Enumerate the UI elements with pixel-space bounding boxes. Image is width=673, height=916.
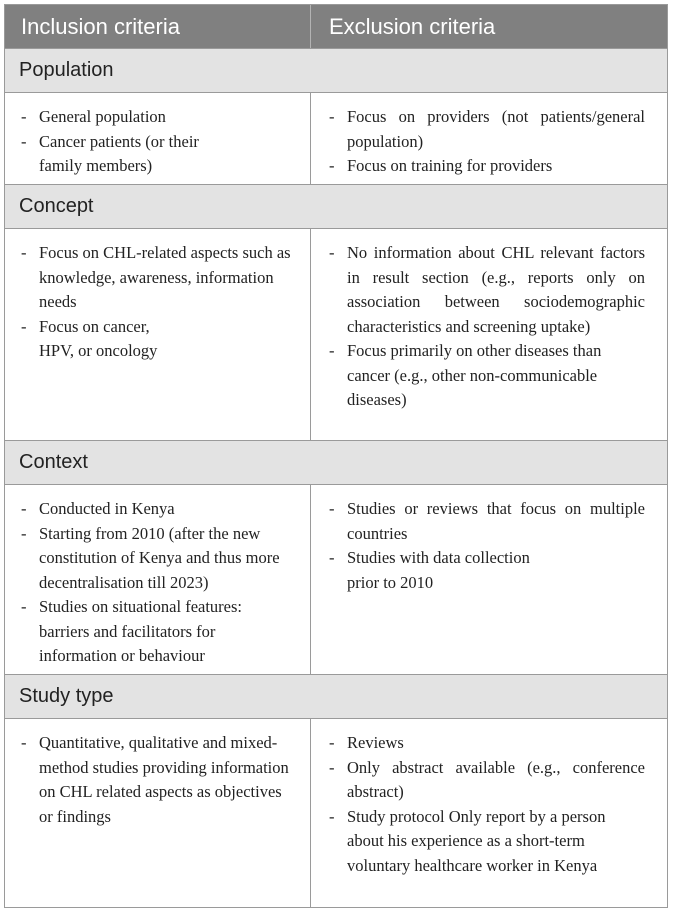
list-item: - Focus on CHL-related aspects such as knowledge, awareness, information needs: [19, 241, 294, 315]
list-item: - Focus on providers (not patients/general population): [327, 105, 645, 154]
inclusion-criteria-header: Inclusion criteria: [5, 5, 311, 48]
list-item: - Cancer patients (or their family members): [19, 130, 294, 179]
inclusion-cell: [5, 719, 311, 907]
list-item: - No information about CHL relevant factors in result section (e.g., reports only on association between sociodemographic characteristics and screening uptake): [327, 241, 645, 339]
inclusion-cell: [5, 485, 311, 674]
exclusion-cell: [311, 719, 667, 907]
exclusion-criteria-header: Exclusion criteria: [329, 13, 496, 39]
list-item: - Study protocol Only report by a person about his experience as a short-term voluntary healthcare worker in Kenya: [327, 805, 645, 879]
exclusion-cell: [311, 229, 667, 440]
exclusion-cell: [311, 93, 667, 184]
list-item: - Studies on situational features: barriers and facilitators for information or behaviour: [19, 595, 294, 669]
list-item: - Quantitative, qualitative and mixed-method studies providing information on CHL related aspects as objectives or findings: [19, 731, 294, 829]
exclusion-cell: [311, 485, 667, 674]
inclusion-cell: [5, 93, 311, 184]
table-row: [5, 93, 667, 185]
list-item: - Only abstract available (e.g., conference abstract): [327, 756, 645, 805]
criteria-table: [4, 4, 668, 908]
list-item: - Focus primarily on other diseases than cancer (e.g., other non-communicable diseases): [327, 339, 645, 413]
list-item: - Conducted in Kenya: [19, 497, 294, 522]
list-item: - Studies with data collection prior to 2010: [327, 546, 645, 595]
table-row: [5, 229, 667, 441]
list-item: - General population: [19, 105, 294, 130]
section-title-context: Context: [5, 441, 667, 485]
table-header-row: [5, 5, 667, 49]
section-title-population: Population: [5, 49, 667, 93]
table-row: [5, 485, 667, 675]
list-item: - Studies or reviews that focus on multiple countries: [327, 497, 645, 546]
list-item: - Focus on training for providers: [327, 154, 645, 179]
section-title-concept: Concept: [5, 185, 667, 229]
section-title-study-type: Study type: [5, 675, 667, 719]
list-item: - Focus on cancer, HPV, or oncology: [19, 315, 294, 364]
table-row: [5, 719, 667, 907]
list-item: - Reviews: [327, 731, 645, 756]
list-item: - Starting from 2010 (after the new constitution of Kenya and thus more decentralisation till 2023): [19, 522, 294, 596]
inclusion-cell: [5, 229, 311, 440]
